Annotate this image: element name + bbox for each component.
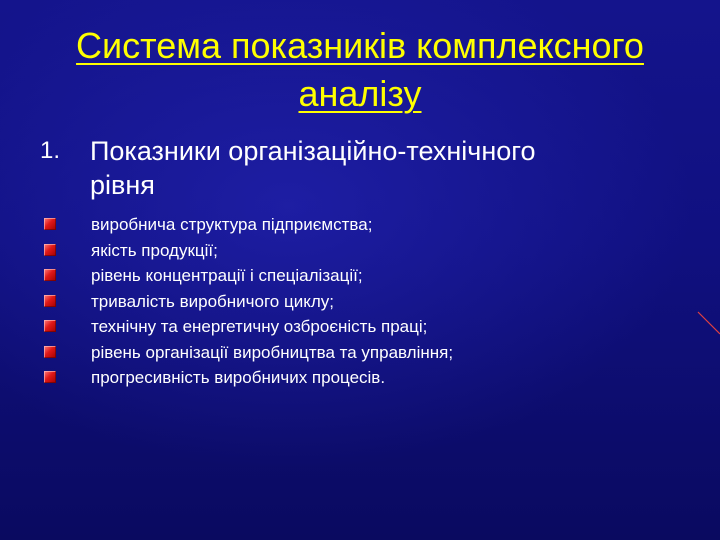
red-square-bullet-icon — [44, 218, 56, 230]
section-number: 1. — [40, 137, 61, 164]
section-heading — [90, 134, 670, 202]
list-item-text: якість продукції; — [91, 240, 218, 260]
section-heading-line-2: рівня — [90, 170, 155, 200]
list-item-text: рівень концентрації і спеціалізації; — [91, 266, 363, 285]
red-square-bullet-icon — [44, 244, 56, 256]
section-heading-line-1: Показники організаційно-технічного — [90, 136, 536, 166]
decorative-line — [696, 310, 720, 340]
slide-title-line-2: аналізу — [298, 73, 422, 114]
list-item — [44, 238, 453, 264]
slide-title-line-1: Система показників комплексного — [76, 25, 644, 66]
list-item — [44, 263, 453, 289]
red-square-bullet-icon — [44, 320, 56, 332]
list-item — [44, 212, 453, 238]
list-item-text: тривалість виробничого циклу; — [91, 291, 334, 311]
red-square-bullet-icon — [44, 295, 56, 307]
red-square-bullet-icon — [44, 371, 56, 383]
list-item — [44, 314, 453, 340]
red-square-bullet-icon — [44, 269, 56, 281]
list-item-text: технічну та енергетичну озброєність праці; — [91, 317, 428, 336]
slide-title — [20, 22, 700, 118]
list-item — [44, 289, 453, 315]
list-item — [44, 365, 453, 391]
bullet-list — [44, 212, 453, 391]
list-item-text: виробнича структура підприємства; — [91, 215, 373, 234]
list-item — [44, 340, 453, 366]
red-square-bullet-icon — [44, 346, 56, 358]
list-item-text: рівень організації виробництва та управління; — [91, 342, 454, 362]
list-item-text: прогресивність виробничих процесів. — [91, 368, 386, 387]
